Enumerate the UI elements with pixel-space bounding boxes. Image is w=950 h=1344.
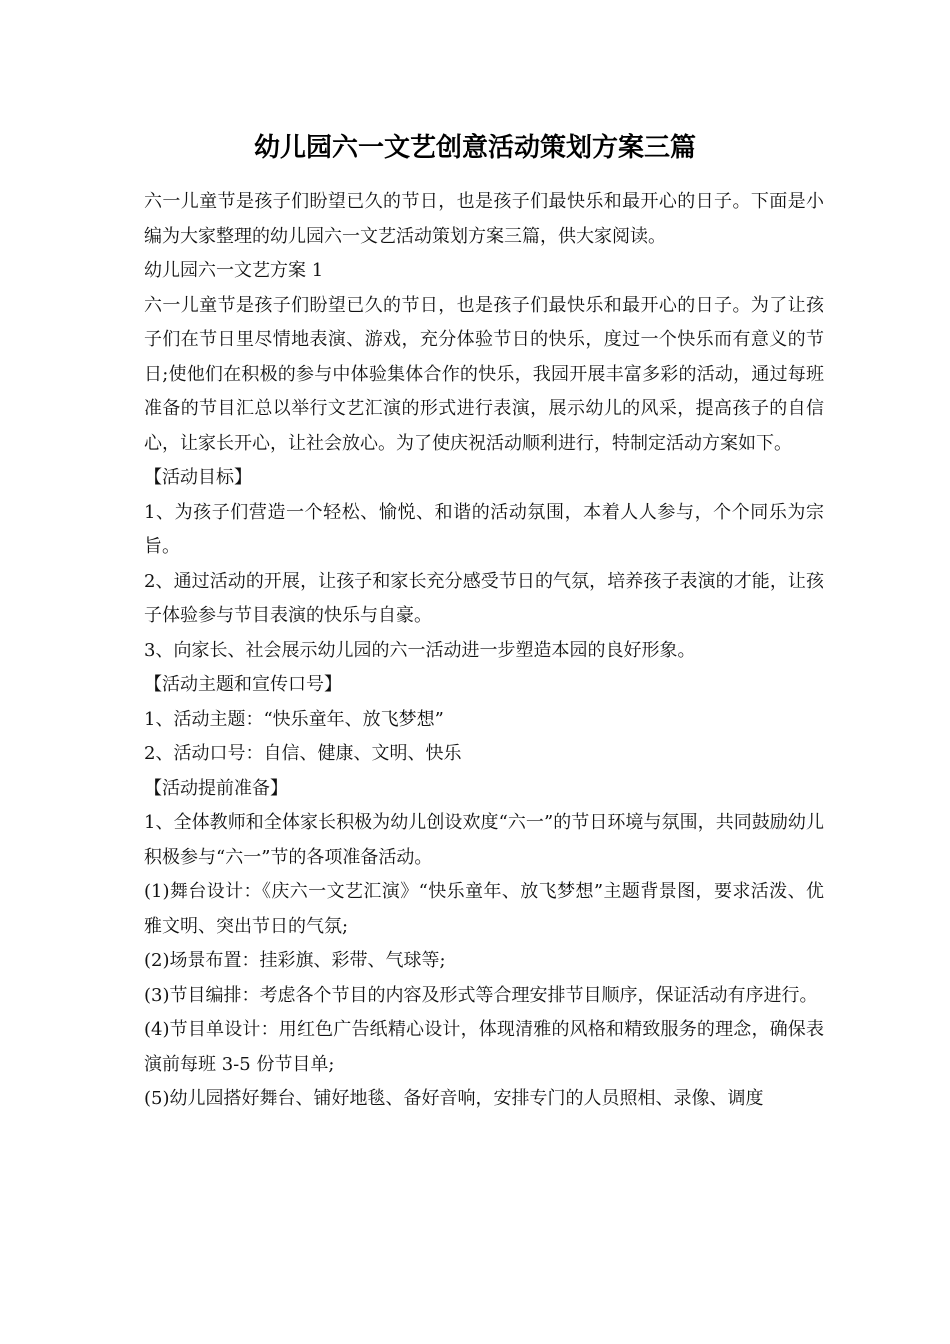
goal-item-1: 1、为孩子们营造一个轻松、愉悦、和谐的活动氛围，本着人人参与，个个同乐为宗旨。 xyxy=(144,501,824,557)
section-heading-plan-1: 幼儿园六一文艺方案 1 xyxy=(144,260,324,281)
theme-item-1: 1、活动主题：“快乐童年、放飞梦想” xyxy=(144,708,444,730)
preparation-subitem-4: (4)节目单设计：用红色广告纸精心设计，体现清雅的风格和精致服务的理念，确保表演前每班 3-5 份节目单; xyxy=(144,1019,824,1075)
section-heading-preparation: 【活动提前准备】 xyxy=(144,777,288,799)
document-title: 幼儿园六一文艺创意活动策划方案三篇 xyxy=(253,133,696,163)
intro-paragraph: 六一儿童节是孩子们盼望已久的节日，也是孩子们最快乐和最开心的日子。下面是小编为大家整理的幼儿园六一文艺活动策划方案三篇，供大家阅读。 xyxy=(144,191,824,247)
preparation-item-1: 1、全体教师和全体家长积极为幼儿创设欢度“六一”的节日环境与氛围，共同鼓励幼儿积极参与“六一”节的各项准备活动。 xyxy=(144,812,824,868)
section-heading-theme: 【活动主题和宣传口号】 xyxy=(144,674,342,695)
goal-item-3: 3、向家长、社会展示幼儿园的六一活动进一步塑造本园的良好形象。 xyxy=(144,639,696,661)
plan-1-paragraph: 六一儿童节是孩子们盼望已久的节日，也是孩子们最快乐和最开心的日子。为了让孩子们在节日里尽情地表演、游戏，充分体验节日的快乐，度过一个快乐而有意义的节日;使他们在积极的参与中体验集体合作的快乐，我园开展丰富多彩的活动，通过每班准备的节目汇总以举行文艺汇演的形式进行表演，展示幼儿的风采，提高孩子的自信心，让家长开心，让社会放心。为了使庆祝活动顺利进行，特制定活动方案如下。 xyxy=(144,294,824,454)
goal-item-2: 2、通过活动的开展，让孩子和家长充分感受节日的气氛，培养孩子表演的才能，让孩子体验参与节目表演的快乐与自豪。 xyxy=(144,570,824,626)
preparation-subitem-5: (5)幼儿园搭好舞台、铺好地毯、备好音响，安排专门的人员照相、录像、调度 xyxy=(144,1088,764,1109)
preparation-subitem-2: (2)场景布置：挂彩旗、彩带、气球等; xyxy=(144,950,446,971)
preparation-subitem-1: (1)舞台设计：《庆六一文艺汇演》“快乐童年、放飞梦想”主题背景图，要求活泼、优雅文明、突出节日的气氛; xyxy=(144,881,824,937)
theme-item-2: 2、活动口号：自信、健康、文明、快乐 xyxy=(144,743,462,764)
section-heading-goals: 【活动目标】 xyxy=(144,467,252,488)
preparation-subitem-3: (3)节目编排：考虑各个节目的内容及形式等合理安排节目顺序，保证活动有序进行。 xyxy=(144,984,818,1006)
document-body xyxy=(144,185,824,1117)
